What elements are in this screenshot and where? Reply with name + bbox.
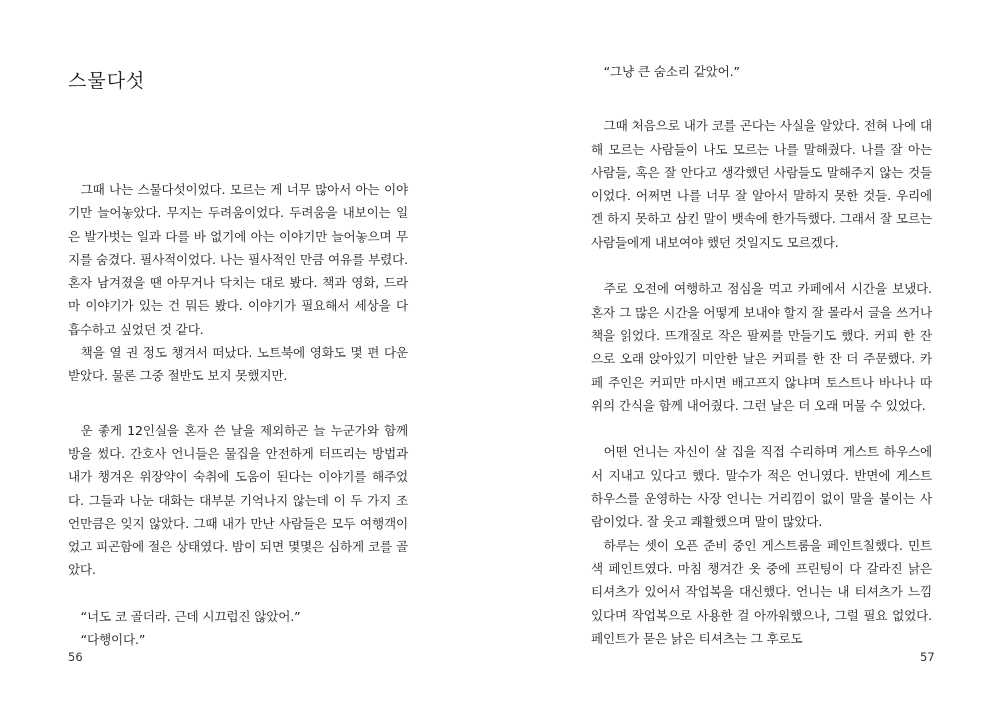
page-number: 56 [68,650,83,664]
chapter-title: 스물다섯 [68,70,146,92]
paragraph: 주로 오전에 여행하고 점심을 먹고 카페에서 시간을 보냈다. 혼자 그 많은 시간을 어떻게 보내야 할지 잘 몰라서 글을 쓰거나 책을 읽었다. 뜨개질로 작은 팔찌를 만들기도 했다. 커피 한 잔으로 오래 앉아있기 미안한 날은 커피를 한 잔 더 주문했다. 카페 주인은 커피만 마시면 배고프지 않냐며 토스트나 바나나 따위의 간식을 함께 내어줬다. 그런 날은 더 오래 머물 수 있었다. [591,281,932,413]
paragraph: 어떤 언니는 자신이 살 집을 직접 수리하며 게스트 하우스에서 지내고 있다고 했다. 말수가 적은 언니였다. 반면에 게스트 하우스를 운영하는 사장 언니는 거리낌이 없이 말을 붙이는 사람이었다. 잘 웃고 쾌활했으며 말이 많았다. [591,444,932,530]
dialogue-line: “그냥 큰 숨소리 같았어.” [603,64,740,79]
left-body-text [68,178,408,652]
paragraph: 책을 열 권 정도 챙겨서 떠났다. 노트북에 영화도 몇 편 다운받았다. 물론 그중 절반도 보지 못했지만. [68,345,408,384]
right-body-text [591,60,932,650]
paragraph: 그때 나는 스물다섯이었다. 모르는 게 너무 많아서 아는 이야기만 늘어놓았다. 무지는 두려움이었다. 두려움을 내보이는 일은 발가벗는 일과 다를 바 없기에 아는 이야기만 늘어놓으며 무지를 숨겼다. 필사적이었다. 나는 필사적인 만큼 여유를 부렸다. 혼자 남겨졌을 땐 아무거나 닥치는 대로 봤다. 책과 영화, 드라마 이야기가 있는 건 뭐든 봤다. 이야기가 필요해서 세상을 다 흡수하고 싶었던 것 같다. [68,182,408,337]
dialogue-line: “다행이다.” [80,632,146,648]
paragraph: 하루는 셋이 오픈 준비 중인 게스트룸을 페인트칠했다. 민트색 페인트였다. 마침 챙겨간 옷 중에 프린팅이 다 갈라진 낡은 티셔츠가 있어서 작업복을 대신했다. 언니는 내 티셔츠가 느낌 있다며 작업복으로 사용한 걸 아까워했으나, 그럴 필요 없었다. 페인트가 묻은 낡은 티셔츠는 그 후로도 [591,537,932,646]
paragraph: 운 좋게 12인실을 혼자 쓴 날을 제외하곤 늘 누군가와 함께 방을 썼다. 간호사 언니들은 물집을 안전하게 터뜨리는 방법과 내가 챙겨온 위장약이 숙취에 도움이 된다는 이야기를 해주었다. 그들과 나눈 대화는 대부분 기억나지 않는데 이 두 가지 조언만큼은 잊지 않았다. 그때 내가 만난 사람들은 모두 여행객이었고 피곤함에 절은 상태였다. 밤이 되면 몇몇은 심하게 코를 골았다. [68,422,408,578]
page-number: 57 [920,650,935,664]
dialogue-line: “너도 코 골더라. 근데 시끄럽진 않았어.” [80,609,301,625]
right-page [500,0,1000,709]
paragraph: 그때 처음으로 내가 코를 곤다는 사실을 알았다. 전혀 나에 대해 모르는 사람들이 나도 모르는 나를 말해줬다. 나를 잘 아는 사람들, 혹은 잘 안다고 생각했던 사람들도 말해주지 않는 것들이었다. 어쩌면 나를 너무 잘 알아서 말하지 못한 것들. 우리에겐 하지 못하고 삼킨 말이 뱃속에 한가득했다. 그래서 잘 모르는 사람들에게 내보여야 했던 것일지도 모르겠다. [591,118,932,250]
